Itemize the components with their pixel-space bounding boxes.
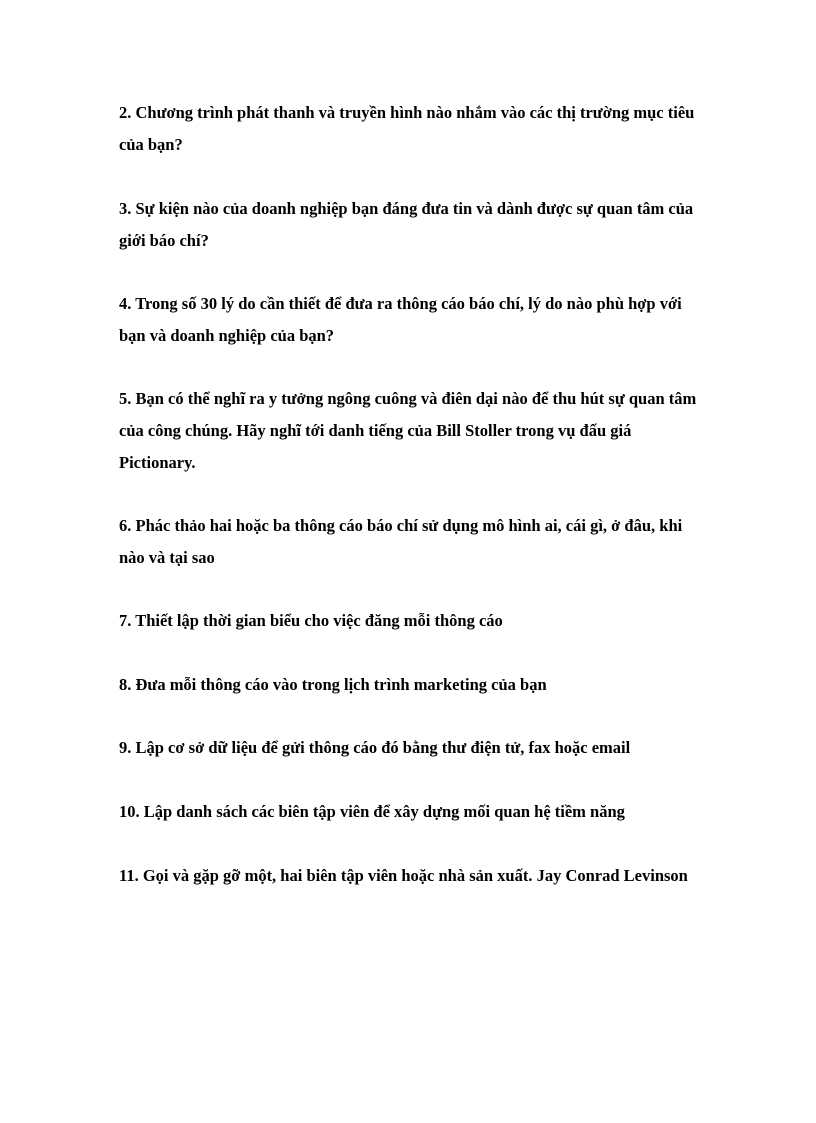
list-item-9: 9. Lập cơ sở dữ liệu để gửi thông cáo đó bằng thư điện tử, fax hoặc email — [119, 738, 631, 757]
list-item-3: 3. Sự kiện nào của doanh nghiệp bạn đáng đưa tin và dành được sự quan tâm của giới báo chí? — [119, 199, 694, 250]
list-item-6: 6. Phác thảo hai hoặc ba thông cáo báo chí sử dụng mô hình ai, cái gì, ở đâu, khi nào và tại sao — [119, 516, 683, 567]
list-item-8: 8. Đưa mỗi thông cáo vào trong lịch trình marketing của bạn — [119, 675, 547, 694]
list-item-10: 10. Lập danh sách các biên tập viên để xây dựng mối quan hệ tiềm năng — [119, 802, 625, 821]
list-item-5: 5. Bạn có thể nghĩ ra y tưởng ngông cuông và điên dại nào để thu hút sự quan tâm của công chúng. Hãy nghĩ tới danh tiếng của Bill Stoller trong vụ đấu giá Pictionary. — [119, 389, 697, 472]
list-item-2: 2. Chương trình phát thanh và truyền hình nào nhắm vào các thị trường mục tiêu của bạn? — [119, 103, 695, 154]
list-item-4: 4. Trong số 30 lý do cần thiết để đưa ra thông cáo báo chí, lý do nào phù hợp với bạn và doanh nghiệp của bạn? — [119, 294, 682, 345]
list-item-7: 7. Thiết lập thời gian biểu cho việc đăng mỗi thông cáo — [119, 611, 503, 630]
list-item-11: 11. Gọi và gặp gỡ một, hai biên tập viên hoặc nhà sản xuất. Jay Conrad Levinson — [119, 866, 688, 885]
